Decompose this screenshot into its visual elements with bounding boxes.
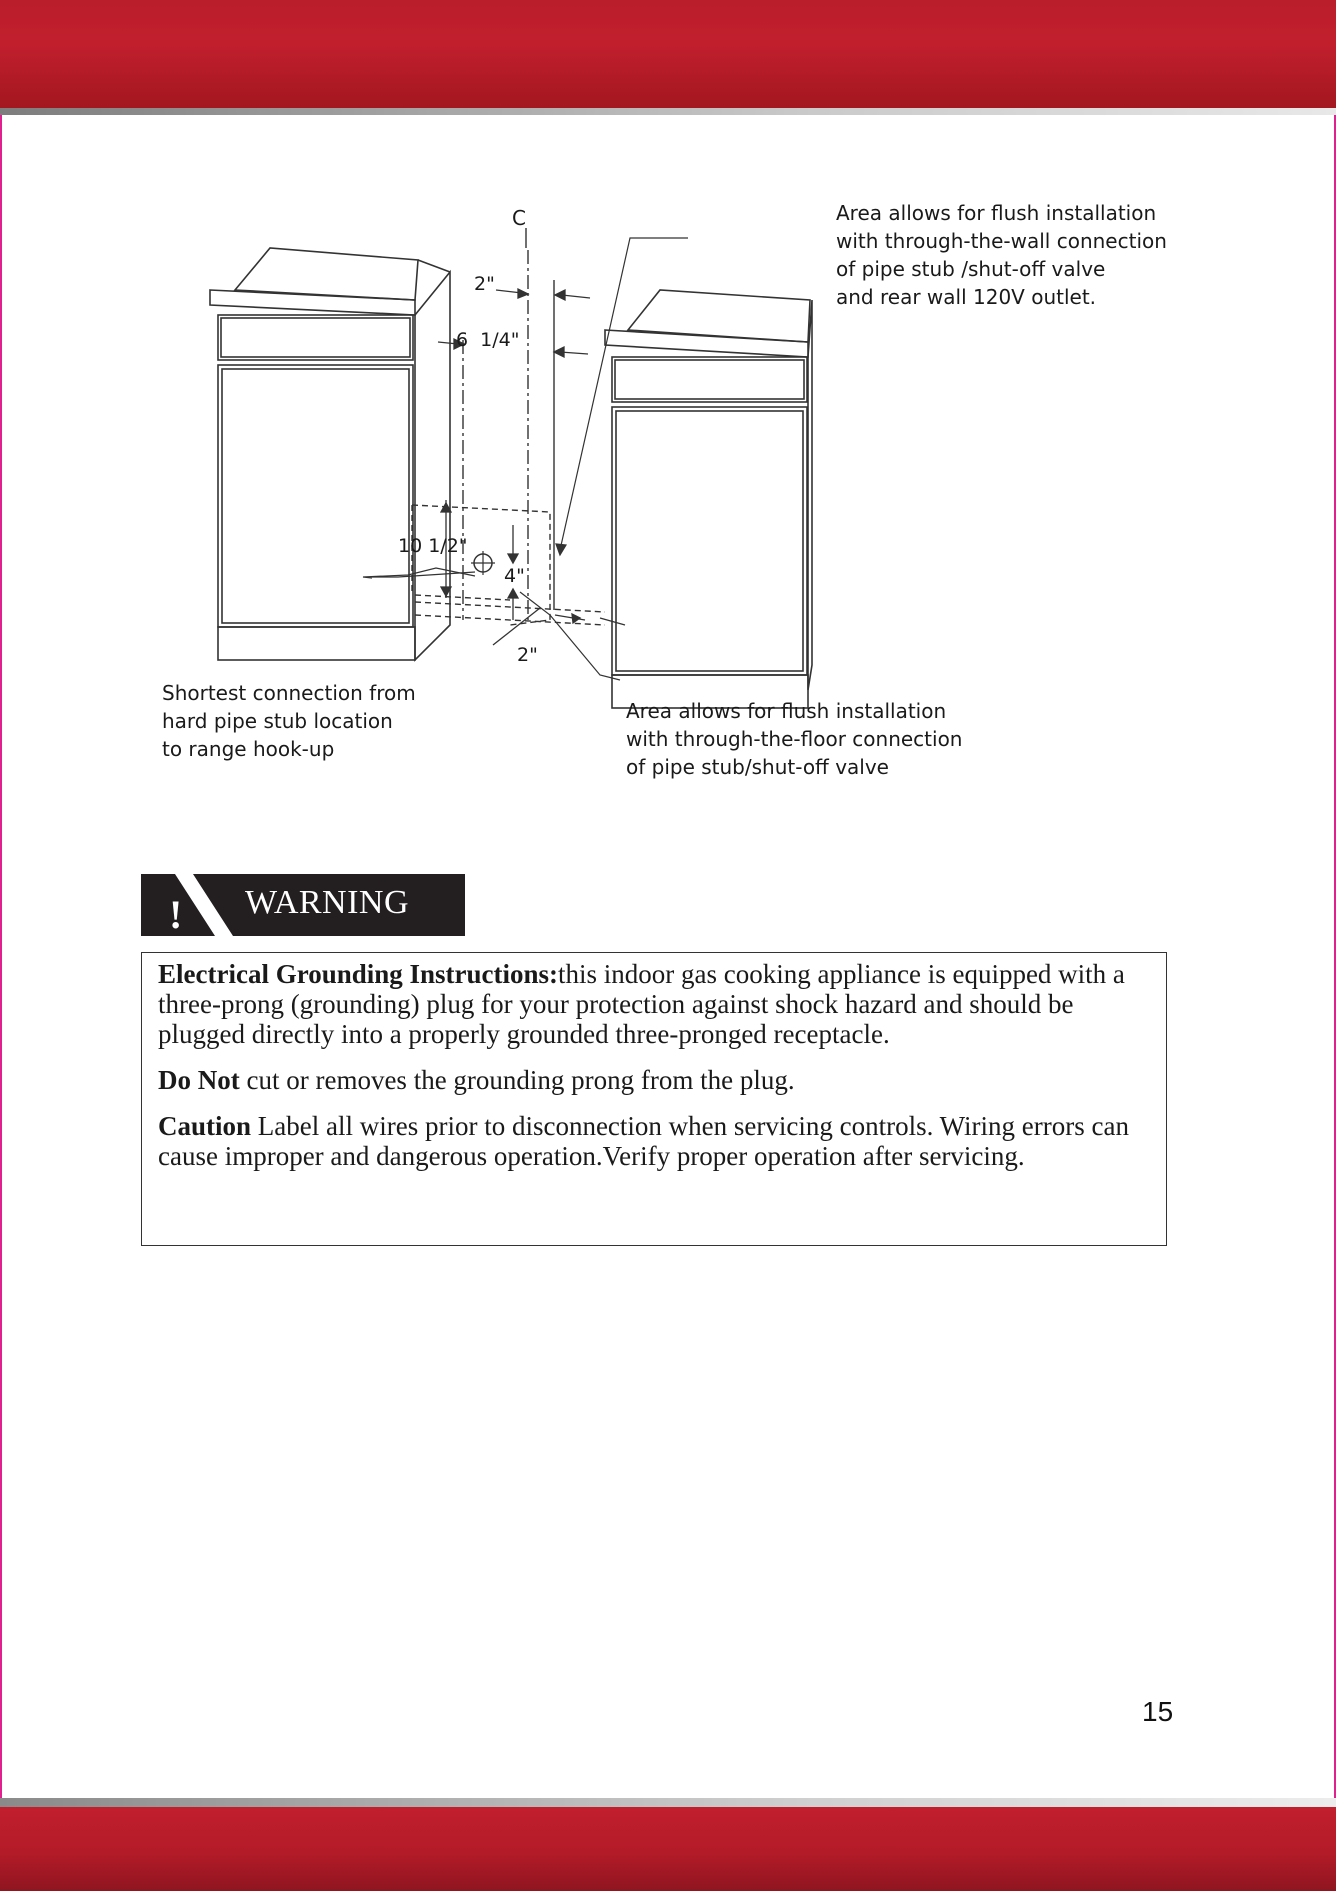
svg-text:Area allows for flush installa: Area allows for flush installation [836,201,1157,225]
footer-rule [0,1798,1336,1807]
do-not-paragraph: Do Not cut or removes the grounding prong from the plug. [158,1065,795,1095]
svg-text:with through-the-wall connecti: with through-the-wall connection [836,229,1167,253]
installation-diagram [140,201,1180,800]
warning-badge-text: WARNING [245,884,410,921]
dim-2-top: 2" [474,273,495,295]
header-rule [0,108,1336,115]
label-through-wall [836,201,1167,309]
page-edge-left [0,0,2,1891]
svg-text:of pipe stub/shut-off valve: of pipe stub/shut-off valve [626,755,889,779]
warning-badge [141,874,465,936]
svg-text:Area allows for flush installa: Area allows for flush installation [626,699,947,723]
caution-paragraph: Caution Label all wires prior to disconnection when servicing controls. Wiring errors can cause improper and dangerous operation.Verify proper operation after servicing. [158,1111,1129,1171]
svg-text:to range hook-up: to range hook-up [162,737,335,761]
dim-2-bottom: 2" [517,644,538,666]
svg-text:with through-the-floor connect: with through-the-floor connection [626,727,963,751]
page-number: 15 [1142,1696,1174,1727]
header-band [0,0,1336,108]
dim-4: 4" [504,565,525,587]
svg-text:of pipe stub /shut-off valve: of pipe stub /shut-off valve [836,257,1106,281]
grounding-instructions-box [141,952,1167,1246]
dim-10-1-2: 10 1/2" [398,535,468,557]
svg-text:and rear wall 120V outlet.: and rear wall 120V outlet. [836,285,1097,309]
dim-6-1-4: 6 1/4" [456,329,520,351]
label-through-floor [626,699,962,779]
centerline-symbol: C [512,206,526,230]
svg-text:Shortest connection from: Shortest connection from [162,681,416,705]
warning-exclamation-icon: ! [169,892,183,937]
right-cabinet-top [605,330,808,357]
grounding-paragraph: Electrical Grounding Instructions:this indoor gas cooking appliance is equipped with a three-prong (grounding) plug for your protection against shock hazard and should be plugged directly into a properly grounded three-pronged receptacle. [158,959,1125,1049]
footer-band [0,1807,1336,1891]
label-shortest-connection [162,681,416,761]
svg-text:hard pipe stub location: hard pipe stub location [162,709,393,733]
